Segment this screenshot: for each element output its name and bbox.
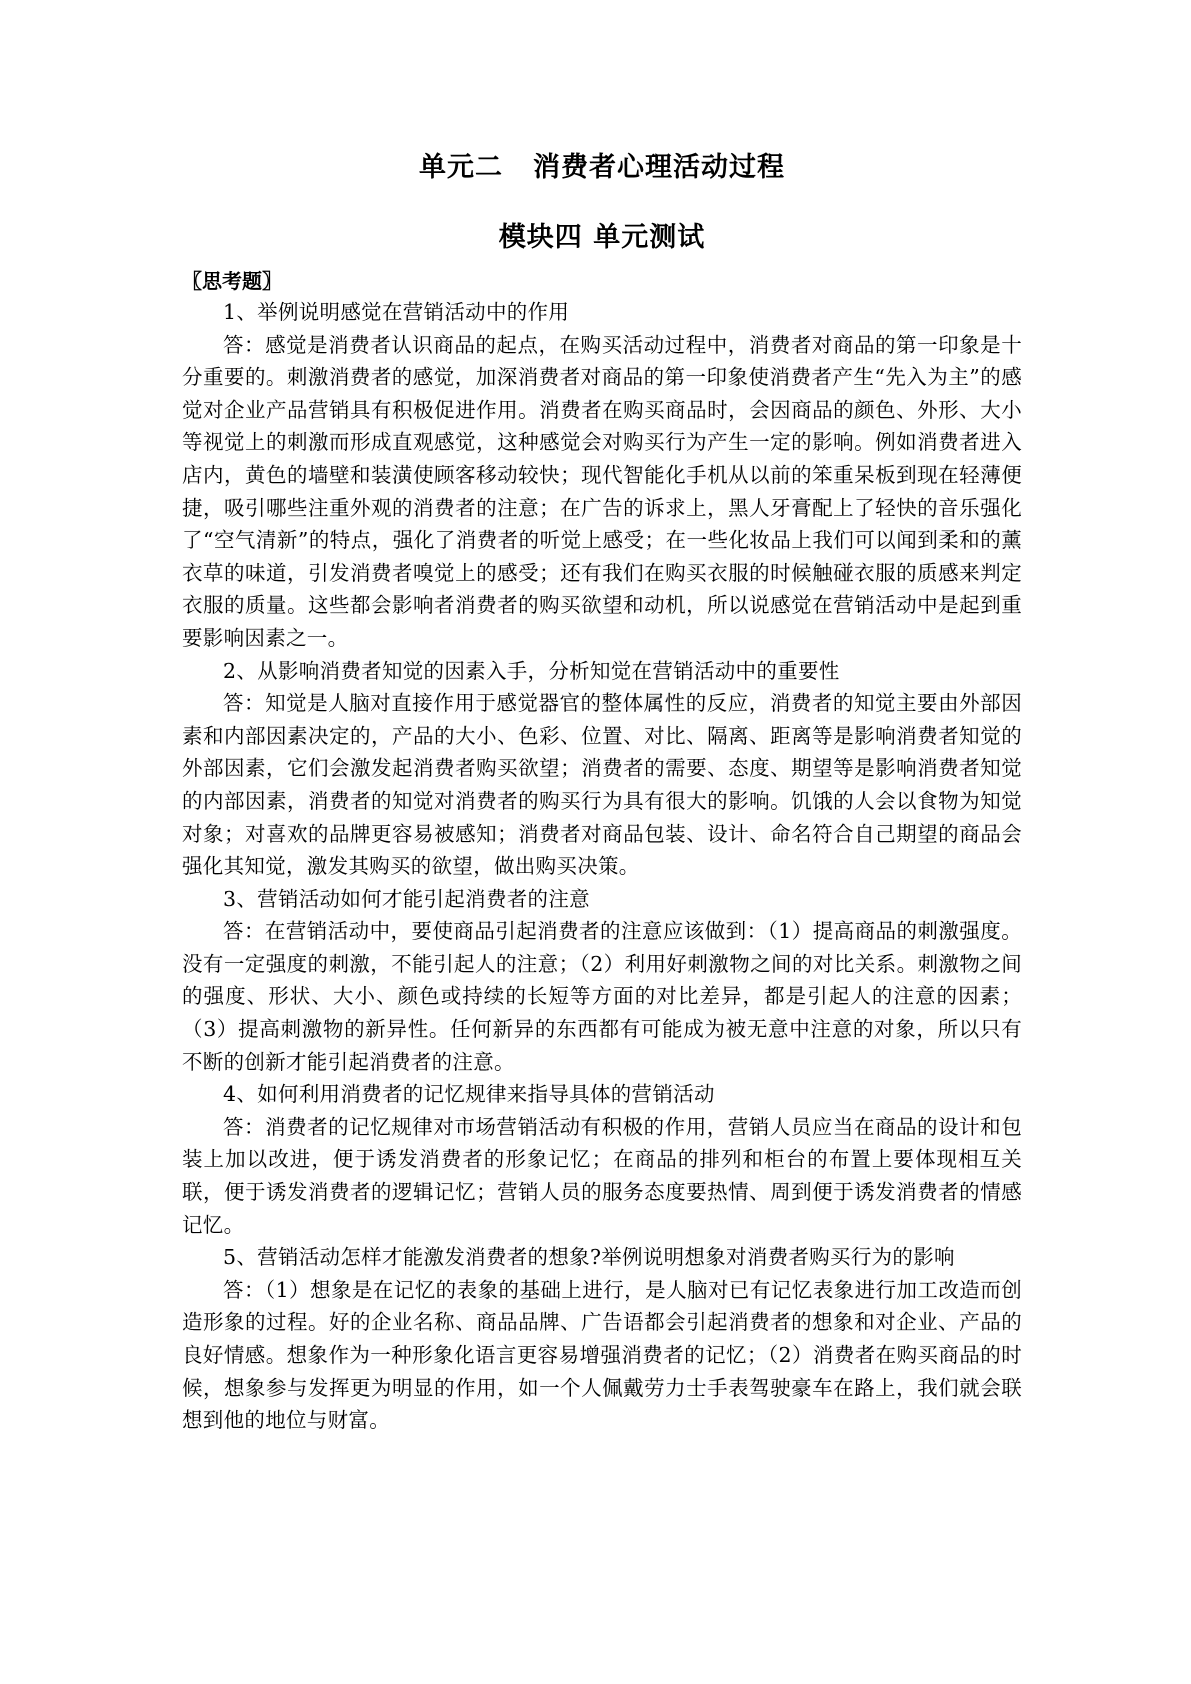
- section-label: 〖思考题〗: [182, 269, 282, 293]
- document-page: [182, 150, 1022, 1437]
- answer-3: 答：在营销活动中，要使商品引起消费者的注意应该做到：（1）提高商品的刺激强度。没有一定强度的刺激，不能引起人的注意；（2）利用好刺激物之间的对比关系。刺激物之间的强度、形状、大小、颜色或持续的长短等方面的对比差异，都是引起人的注意的因素；（3）提高刺激物的新异性。任何新异的东西都有可能成为被无意中注意的对象，所以只有不断的创新才能引起消费者的注意。: [182, 919, 1022, 1074]
- answer-5: 答：（1）想象是在记忆的表象的基础上进行，是人脑对已有记忆表象进行加工改造而创造形象的过程。好的企业名称、商品品牌、广告语都会引起消费者的想象和对企业、产品的良好情感。想象作为一种形象化语言更容易增强消费者的记忆；（2）消费者在购买商品的时候，想象参与发挥更为明显的作用，如一个人佩戴劳力士手表驾驶豪车在路上，我们就会联想到他的地位与财富。: [182, 1277, 1022, 1433]
- unit-number: 单元二: [419, 152, 503, 183]
- unit-title: [182, 150, 1022, 186]
- answer-4: 答：消费者的记忆规律对市场营销活动有积极的作用，营销人员应当在商品的设计和包装上加以改进，便于诱发消费者的形象记忆；在商品的排列和柜台的布置上要体现相互关联，便于诱发消费者的逻辑记忆；营销人员的服务态度要热情、周到便于诱发消费者的情感记忆。: [182, 1114, 1022, 1237]
- unit-name: 消费者心理活动过程: [533, 152, 785, 183]
- question-4: 4、如何利用消费者的记忆规律来指导具体的营销活动: [223, 1082, 715, 1107]
- module-title: 模块四 单元测试: [498, 222, 706, 253]
- question-list: [182, 296, 1022, 1437]
- question-3: 3、营销活动如何才能引起消费者的注意: [223, 886, 590, 911]
- answer-1: 答：感觉是消费者认识商品的起点，在购买活动过程中，消费者对商品的第一印象是十分重要的。刺激消费者的感觉，加深消费者对商品的第一印象使消费者产生“先入为主”的感觉对企业产品营销具有积极促进作用。消费者在购买商品时，会因商品的颜色、外形、大小等视觉上的刺激而形成直观感觉，这种感觉会对购买行为产生一定的影响。例如消费者进入店内，黄色的墙壁和装潢使顾客移动较快；现代智能化手机从以前的笨重呆板到现在轻薄便捷，吸引哪些注重外观的消费者的注意；在广告的诉求上，黑人牙膏配上了轻快的音乐强化了“空气清新”的特点，强化了消费者的听觉上感受；在一些化妆品上我们可以闻到柔和的薰衣草的味道，引发消费者嗅觉上的感受；还有我们在购买衣服的时候触碰衣服的质感来判定衣服的质量。这些都会影响者消费者的购买欲望和动机，所以说感觉在营销活动中是起到重要影响因素之一。: [182, 332, 1022, 650]
- question-5: 5、营销活动怎样才能激发消费者的想象?举例说明想象对消费者购买行为的影响: [223, 1245, 955, 1270]
- question-1: 1、举例说明感觉在营销活动中的作用: [223, 300, 570, 324]
- answer-2: 答：知觉是人脑对直接作用于感觉器官的整体属性的反应，消费者的知觉主要由外部因素和内部因素决定的，产品的大小、色彩、位置、对比、隔离、距离等是影响消费者知觉的外部因素，它们会激发起消费者购买欲望；消费者的需要、态度、期望等是影响消费者知觉的内部因素，消费者的知觉对消费者的购买行为具有很大的影响。饥饿的人会以食物为知觉对象；对喜欢的品牌更容易被感知；消费者对商品包装、设计、命名符合自己期望的商品会强化其知觉，激发其购买的欲望，做出购买决策。: [182, 691, 1022, 879]
- question-2: 2、从影响消费者知觉的因素入手，分析知觉在营销活动中的重要性: [223, 658, 840, 683]
